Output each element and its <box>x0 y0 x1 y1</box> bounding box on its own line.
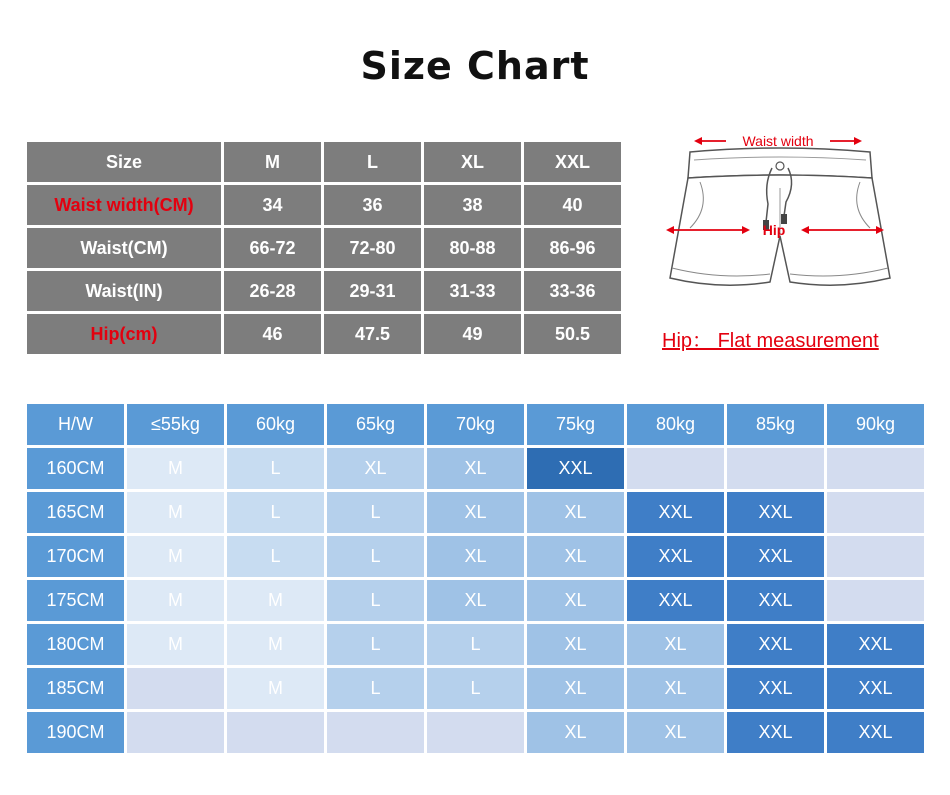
table-cell: XXL <box>627 492 724 533</box>
row-label: Hip(cm) <box>27 314 221 354</box>
table-cell <box>427 712 524 753</box>
table-cell <box>827 536 924 577</box>
table-cell <box>127 712 224 753</box>
table-row <box>27 624 924 665</box>
table-row <box>27 492 924 533</box>
row-label: 185CM <box>27 668 124 709</box>
table-cell: 36 <box>324 185 421 225</box>
table-cell: XL <box>327 448 424 489</box>
table-cell: M <box>227 624 324 665</box>
table-header-row <box>27 404 924 445</box>
table-cell: 40 <box>524 185 621 225</box>
header-cell: XL <box>424 142 521 182</box>
table-cell: 31-33 <box>424 271 521 311</box>
row-label: 165CM <box>27 492 124 533</box>
shorts-diagram <box>660 128 900 328</box>
table-cell: XL <box>527 712 624 753</box>
table-cell: 47.5 <box>324 314 421 354</box>
table-cell: L <box>227 448 324 489</box>
table-cell: L <box>427 668 524 709</box>
row-label: 190CM <box>27 712 124 753</box>
header-cell: 75kg <box>527 404 624 445</box>
header-cell: H/W <box>27 404 124 445</box>
table-header-row <box>27 142 621 182</box>
table-cell: L <box>227 536 324 577</box>
row-label: 175CM <box>27 580 124 621</box>
table-cell: XL <box>427 536 524 577</box>
table-cell: XXL <box>827 712 924 753</box>
table-cell <box>827 580 924 621</box>
table-cell <box>827 492 924 533</box>
hip-measurement-note: Hip： Flat measurement <box>662 330 879 352</box>
table-cell: L <box>327 580 424 621</box>
header-cell: 90kg <box>827 404 924 445</box>
table-cell: L <box>327 492 424 533</box>
table-row <box>27 271 621 311</box>
table-row <box>27 580 924 621</box>
table-cell: XL <box>527 668 624 709</box>
table-cell: L <box>327 536 424 577</box>
page-title: Size Chart <box>360 44 590 88</box>
table-cell <box>627 448 724 489</box>
table-cell: XL <box>427 580 524 621</box>
table-cell: L <box>327 624 424 665</box>
table-cell: 66-72 <box>224 228 321 268</box>
table-cell: XXL <box>727 712 824 753</box>
table-cell: 86-96 <box>524 228 621 268</box>
size-measurement-table <box>24 139 624 357</box>
height-weight-table <box>24 401 927 756</box>
table-row <box>27 185 621 225</box>
table-cell: XXL <box>727 668 824 709</box>
hip-label: Hip <box>762 222 786 238</box>
table-cell: XL <box>427 448 524 489</box>
table-cell: 46 <box>224 314 321 354</box>
header-cell: XXL <box>524 142 621 182</box>
row-label: Waist(CM) <box>27 228 221 268</box>
table-cell: 80-88 <box>424 228 521 268</box>
table-cell: XXL <box>727 580 824 621</box>
table-cell: M <box>127 580 224 621</box>
table-cell: L <box>227 492 324 533</box>
table-cell: 26-28 <box>224 271 321 311</box>
table-cell: M <box>127 624 224 665</box>
table-cell: 50.5 <box>524 314 621 354</box>
table-cell <box>827 448 924 489</box>
table-row <box>27 228 621 268</box>
row-label: 160CM <box>27 448 124 489</box>
table-cell <box>227 712 324 753</box>
table-cell: XL <box>527 536 624 577</box>
table-row <box>27 448 924 489</box>
table-cell: M <box>227 668 324 709</box>
table-cell: XXL <box>627 580 724 621</box>
table-cell: XL <box>427 492 524 533</box>
table-row <box>27 668 924 709</box>
table-cell: M <box>127 536 224 577</box>
table-cell <box>327 712 424 753</box>
table-cell: XXL <box>827 668 924 709</box>
table-cell: XXL <box>727 492 824 533</box>
table-cell: XL <box>627 712 724 753</box>
table-cell: 33-36 <box>524 271 621 311</box>
row-label: 170CM <box>27 536 124 577</box>
table-cell: M <box>127 448 224 489</box>
header-cell: 85kg <box>727 404 824 445</box>
table-cell: XL <box>527 492 624 533</box>
table-cell: 49 <box>424 314 521 354</box>
header-cell: 70kg <box>427 404 524 445</box>
table-cell: XXL <box>727 536 824 577</box>
table-cell: XXL <box>627 536 724 577</box>
table-cell: XXL <box>527 448 624 489</box>
table-cell: L <box>327 668 424 709</box>
header-cell: 65kg <box>327 404 424 445</box>
table-cell: M <box>227 580 324 621</box>
table-cell: XL <box>627 668 724 709</box>
header-cell: ≤55kg <box>127 404 224 445</box>
table-cell <box>727 448 824 489</box>
table-row <box>27 536 924 577</box>
header-cell: 80kg <box>627 404 724 445</box>
header-cell: 60kg <box>227 404 324 445</box>
table-cell: XXL <box>827 624 924 665</box>
row-label: 180CM <box>27 624 124 665</box>
table-cell: 38 <box>424 185 521 225</box>
table-cell: 29-31 <box>324 271 421 311</box>
header-cell: Size <box>27 142 221 182</box>
table-cell <box>127 668 224 709</box>
table-cell: 34 <box>224 185 321 225</box>
table-cell: M <box>127 492 224 533</box>
table-cell: L <box>427 624 524 665</box>
waistband-outline <box>688 148 872 178</box>
waist-width-label: Waist width <box>742 133 814 149</box>
row-label: Waist width(CM) <box>27 185 221 225</box>
table-cell: XL <box>527 624 624 665</box>
header-cell: M <box>224 142 321 182</box>
header-cell: L <box>324 142 421 182</box>
table-row <box>27 712 924 753</box>
table-cell: 72-80 <box>324 228 421 268</box>
table-cell: XL <box>627 624 724 665</box>
table-cell: XXL <box>727 624 824 665</box>
table-row <box>27 314 621 354</box>
row-label: Waist(IN) <box>27 271 221 311</box>
table-cell: XL <box>527 580 624 621</box>
